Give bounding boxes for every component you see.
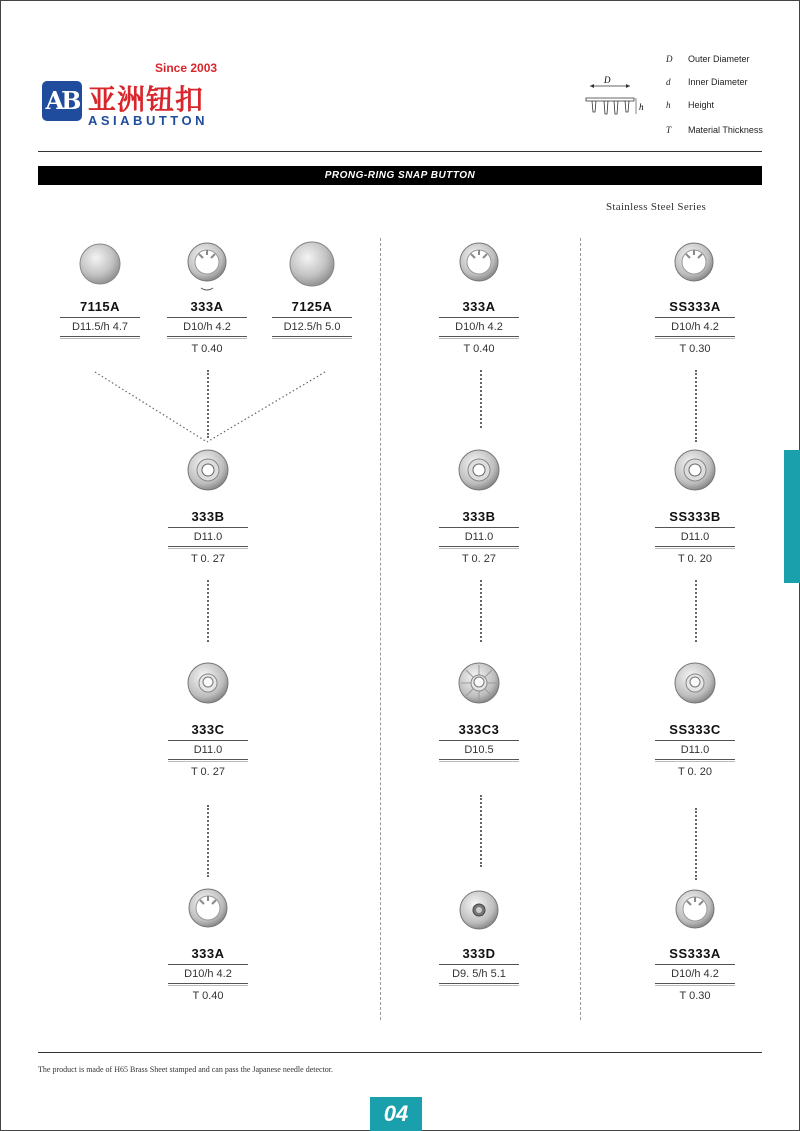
product-333B bbox=[148, 508, 268, 568]
connector bbox=[695, 580, 697, 642]
product-image-SS333B bbox=[673, 448, 717, 492]
section-banner: PRONG-RING SNAP BUTTON bbox=[38, 166, 762, 185]
divider bbox=[167, 336, 247, 337]
product-image-333A-bottom bbox=[186, 886, 230, 930]
product-dimension: D11.0 bbox=[464, 531, 494, 543]
product-333A-bottom bbox=[148, 945, 268, 1005]
legend-key: T bbox=[666, 125, 672, 135]
product-thickness: T 0.40 bbox=[192, 990, 224, 1002]
product-image-7125A bbox=[288, 240, 336, 288]
legend-key: D bbox=[666, 54, 673, 64]
connector bbox=[207, 580, 209, 642]
product-code: 7125A bbox=[291, 299, 333, 314]
legend-label: Material Thickness bbox=[688, 125, 763, 135]
divider bbox=[439, 546, 519, 547]
product-dimension: D11.0 bbox=[193, 744, 223, 756]
product-333C bbox=[148, 721, 268, 781]
connector bbox=[207, 370, 209, 438]
product-code: 333C3 bbox=[458, 722, 500, 737]
product-thickness: T 0.30 bbox=[679, 990, 711, 1002]
product-code: SS333C bbox=[669, 722, 721, 737]
divider bbox=[60, 336, 140, 337]
product-dimension: D10/h 4.2 bbox=[671, 321, 719, 333]
legend-label: Height bbox=[688, 100, 715, 110]
product-image-333C bbox=[186, 661, 230, 705]
product-code: SS333A bbox=[669, 946, 721, 961]
legend-key: d bbox=[666, 77, 671, 87]
product-code: 333B bbox=[462, 509, 496, 524]
product-SS333C bbox=[635, 721, 755, 781]
product-image-SS333C bbox=[673, 661, 717, 705]
divider bbox=[655, 759, 735, 760]
product-SS333B bbox=[635, 508, 755, 568]
product-image-333D bbox=[457, 888, 501, 932]
connector bbox=[480, 580, 482, 642]
product-image-SS333A bbox=[672, 240, 716, 284]
product-image-b-333B bbox=[457, 448, 501, 492]
product-code: 333B bbox=[191, 509, 225, 524]
connector bbox=[695, 808, 697, 880]
product-dimension: D10.5 bbox=[464, 744, 494, 756]
legend-label: Outer Diameter bbox=[688, 54, 750, 64]
product-dimension: D12.5/h 5.0 bbox=[283, 321, 341, 333]
product-dimension: D11.0 bbox=[680, 531, 710, 543]
product-thickness: T 0. 20 bbox=[677, 766, 713, 778]
product-SS333A-bottom bbox=[635, 945, 755, 1005]
product-code: SS333B bbox=[669, 509, 721, 524]
product-code: 333A bbox=[462, 299, 496, 314]
product-code: 7115A bbox=[79, 299, 121, 314]
product-code: SS333A bbox=[669, 299, 721, 314]
product-b-333B bbox=[419, 508, 539, 568]
since-text: Since 2003 bbox=[155, 61, 218, 75]
connector bbox=[480, 370, 482, 428]
footnote: The product is made of H65 Brass Sheet stamped and can pass the Japanese needle detector. bbox=[38, 1065, 334, 1074]
product-image-333B bbox=[186, 448, 230, 492]
product-code: 333A bbox=[190, 299, 224, 314]
product-7115A bbox=[40, 298, 160, 337]
product-code: 333C bbox=[191, 722, 225, 737]
product-333A-top bbox=[147, 298, 267, 358]
legend-key: h bbox=[666, 100, 671, 110]
connector bbox=[480, 795, 482, 867]
diagram-h-label: h bbox=[639, 102, 644, 112]
product-image-7115A bbox=[78, 242, 122, 286]
product-thickness: T 0. 27 bbox=[190, 553, 226, 565]
product-image-333A bbox=[185, 242, 229, 294]
product-code: 333D bbox=[462, 946, 496, 961]
section-side-tab bbox=[784, 450, 800, 583]
product-image-333C3 bbox=[457, 661, 501, 705]
divider bbox=[439, 759, 519, 760]
divider bbox=[439, 983, 519, 984]
divider bbox=[655, 546, 735, 547]
product-333D bbox=[419, 945, 539, 984]
product-dimension: D11.0 bbox=[193, 531, 223, 543]
logo-chinese-name: 亚洲钮扣 bbox=[88, 83, 205, 116]
product-dimension: D10/h 4.2 bbox=[184, 968, 232, 980]
product-thickness: T 0. 27 bbox=[461, 553, 497, 565]
series-label: Stainless Steel Series bbox=[606, 201, 707, 213]
product-dimension: D11.5/h 4.7 bbox=[71, 321, 129, 333]
product-b-333A bbox=[419, 298, 539, 358]
product-image-SS333A-bottom bbox=[673, 887, 717, 931]
product-dimension: D9. 5/h 5.1 bbox=[452, 968, 506, 980]
divider bbox=[439, 336, 519, 337]
product-thickness: T 0.40 bbox=[463, 343, 495, 355]
product-7125A bbox=[252, 298, 372, 337]
divider bbox=[168, 546, 248, 547]
product-thickness: T 0.30 bbox=[679, 343, 711, 355]
product-333C3 bbox=[419, 721, 539, 760]
product-thickness: T 0.40 bbox=[191, 343, 223, 355]
divider bbox=[168, 759, 248, 760]
divider bbox=[655, 336, 735, 337]
product-code: 333A bbox=[191, 946, 225, 961]
product-dimension: D11.0 bbox=[680, 744, 710, 756]
product-dimension: D10/h 4.2 bbox=[183, 321, 231, 333]
product-SS333A bbox=[635, 298, 755, 358]
product-image-b-333A bbox=[457, 240, 501, 284]
divider bbox=[655, 983, 735, 984]
product-thickness: T 0. 20 bbox=[677, 553, 713, 565]
product-dimension: D10/h 4.2 bbox=[455, 321, 503, 333]
footer-divider bbox=[38, 1052, 762, 1053]
connector bbox=[695, 370, 697, 442]
logo-mark: AB bbox=[42, 81, 82, 121]
page-number: 04 bbox=[370, 1097, 422, 1131]
legend-label: Inner Diameter bbox=[688, 77, 748, 87]
logo-english-name: ASIABUTTON bbox=[88, 113, 208, 128]
divider bbox=[168, 983, 248, 984]
diagram-d-label: D bbox=[604, 75, 611, 85]
product-thickness: T 0. 27 bbox=[190, 766, 226, 778]
connector bbox=[207, 805, 209, 877]
product-dimension: D10/h 4.2 bbox=[671, 968, 719, 980]
divider bbox=[272, 336, 352, 337]
